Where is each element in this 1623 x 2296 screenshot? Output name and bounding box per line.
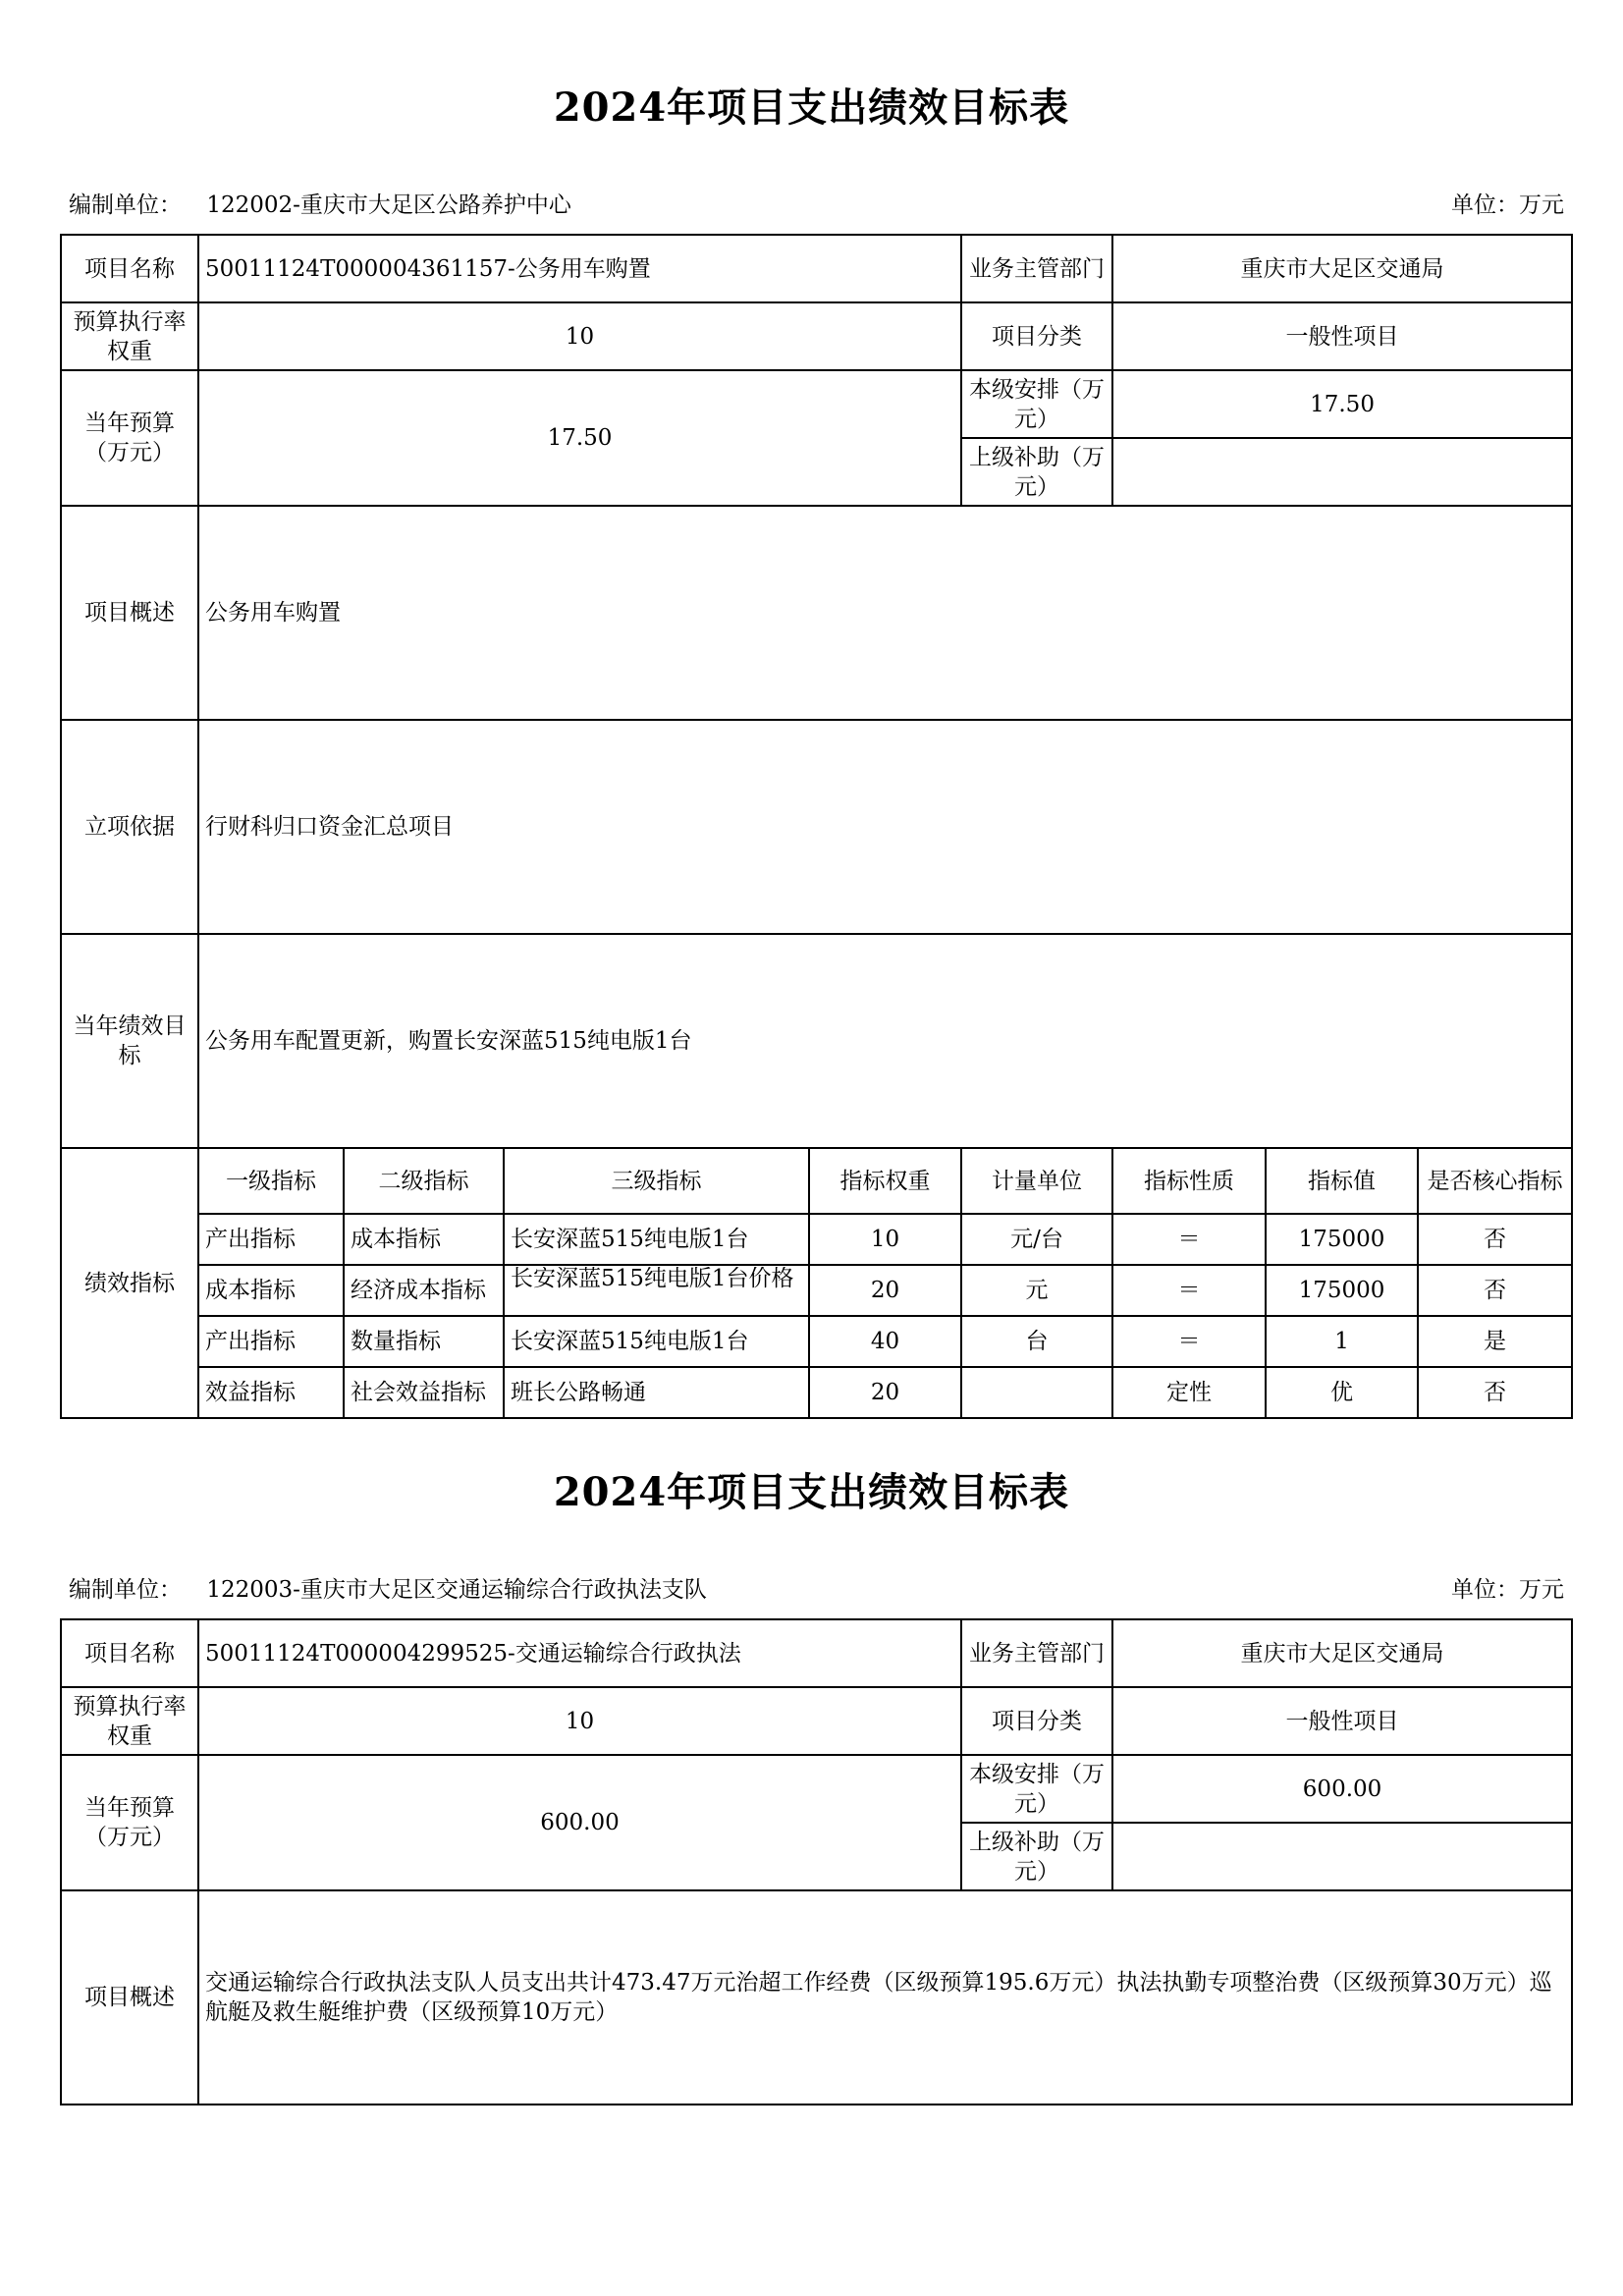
table-row bbox=[61, 1316, 1572, 1367]
category-value: 一般性项目 bbox=[1112, 302, 1572, 370]
dept-value: 重庆市大足区交通局 bbox=[1112, 235, 1572, 302]
unit-label: 编制单位： bbox=[69, 1577, 182, 1603]
cell: 优 bbox=[1266, 1367, 1418, 1418]
overview-value: 公务用车购置 bbox=[198, 506, 1572, 720]
cell: 否 bbox=[1418, 1214, 1572, 1265]
weight-value: 10 bbox=[198, 302, 961, 370]
upper-label: 上级补助（万元） bbox=[961, 1823, 1112, 1890]
cell: 175000 bbox=[1266, 1214, 1418, 1265]
budget-label: 当年预算（万元） bbox=[61, 1755, 198, 1890]
table-row bbox=[61, 1214, 1572, 1265]
cell: 社会效益指标 bbox=[344, 1367, 504, 1418]
table-row bbox=[61, 1265, 1572, 1316]
cell: 10 bbox=[809, 1214, 961, 1265]
form-1-currency: 单位：万元 bbox=[1451, 192, 1564, 218]
cell: 班长公路畅通 bbox=[504, 1367, 809, 1418]
cell: 数量指标 bbox=[344, 1316, 504, 1367]
weight-label: 预算执行率权重 bbox=[61, 1687, 198, 1755]
local-value: 17.50 bbox=[1112, 370, 1572, 438]
header-level2: 二级指标 bbox=[344, 1148, 504, 1214]
header-core: 是否核心指标 bbox=[1418, 1148, 1572, 1214]
cell: 1 bbox=[1266, 1316, 1418, 1367]
form-1-unit bbox=[69, 187, 571, 219]
form-1-table bbox=[60, 234, 1573, 1419]
cell-text: 长安深蓝515纯电版1台价格 bbox=[511, 1267, 794, 1291]
project-name-label: 项目名称 bbox=[61, 235, 198, 302]
cell: 175000 bbox=[1266, 1265, 1418, 1316]
overview-value: 交通运输综合行政执法支队人员支出共计473.47万元治超工作经费（区级预算195.6万元）执法执勤专项整治费（区级预算30万元）巡航艇及救生艇维护费（区级预算10万元） bbox=[198, 1890, 1572, 2105]
weight-label: 预算执行率权重 bbox=[61, 302, 198, 370]
local-label: 本级安排（万元） bbox=[961, 370, 1112, 438]
basis-label: 立项依据 bbox=[61, 720, 198, 934]
dept-label: 业务主管部门 bbox=[961, 1619, 1112, 1687]
cell: 定性 bbox=[1112, 1367, 1266, 1418]
upper-label: 上级补助（万元） bbox=[961, 438, 1112, 506]
goal-value: 公务用车配置更新，购置长安深蓝515纯电版1台 bbox=[198, 934, 1572, 1148]
goal-label: 当年绩效目标 bbox=[61, 934, 198, 1148]
header-unit: 计量单位 bbox=[961, 1148, 1112, 1214]
form-2-unit bbox=[69, 1571, 707, 1604]
cell: 是 bbox=[1418, 1316, 1572, 1367]
indicators-label: 绩效指标 bbox=[61, 1148, 198, 1418]
cell: 40 bbox=[809, 1316, 961, 1367]
project-name-label: 项目名称 bbox=[61, 1619, 198, 1687]
dept-label: 业务主管部门 bbox=[961, 235, 1112, 302]
upper-value bbox=[1112, 1823, 1572, 1890]
header-level3: 三级指标 bbox=[504, 1148, 809, 1214]
cell: ＝ bbox=[1112, 1316, 1266, 1367]
cell: 台 bbox=[961, 1316, 1112, 1367]
dept-value: 重庆市大足区交通局 bbox=[1112, 1619, 1572, 1687]
budget-value: 600.00 bbox=[198, 1755, 961, 1890]
cell: 否 bbox=[1418, 1265, 1572, 1316]
project-name-value: 50011124T000004361157-公务用车购置 bbox=[198, 235, 961, 302]
cell: 元 bbox=[961, 1265, 1112, 1316]
unit-label: 编制单位： bbox=[69, 192, 182, 218]
upper-value bbox=[1112, 438, 1572, 506]
cell bbox=[961, 1367, 1112, 1418]
cell: 20 bbox=[809, 1367, 961, 1418]
form-2-currency: 单位：万元 bbox=[1451, 1577, 1564, 1603]
project-name-value: 50011124T000004299525-交通运输综合行政执法 bbox=[198, 1619, 961, 1687]
header-nature: 指标性质 bbox=[1112, 1148, 1266, 1214]
budget-label: 当年预算（万元） bbox=[61, 370, 198, 506]
local-label: 本级安排（万元） bbox=[961, 1755, 1112, 1823]
budget-value: 17.50 bbox=[198, 370, 961, 506]
local-value: 600.00 bbox=[1112, 1755, 1572, 1823]
cell: 长安深蓝515纯电版1台 bbox=[504, 1316, 809, 1367]
form-1-title: 2024年项目支出绩效目标表 bbox=[553, 84, 1070, 131]
unit-value: 122003-重庆市大足区交通运输综合行政执法支队 bbox=[206, 1577, 707, 1603]
cell: 20 bbox=[809, 1265, 961, 1316]
cell bbox=[504, 1265, 809, 1316]
cell: 长安深蓝515纯电版1台 bbox=[504, 1214, 809, 1265]
form-2-title: 2024年项目支出绩效目标表 bbox=[553, 1469, 1070, 1515]
table-row bbox=[61, 1367, 1572, 1418]
cell: 效益指标 bbox=[198, 1367, 344, 1418]
category-label: 项目分类 bbox=[961, 1687, 1112, 1755]
overview-label: 项目概述 bbox=[61, 1890, 198, 2105]
weight-value: 10 bbox=[198, 1687, 961, 1755]
cell: 成本指标 bbox=[344, 1214, 504, 1265]
cell: ＝ bbox=[1112, 1214, 1266, 1265]
header-weight: 指标权重 bbox=[809, 1148, 961, 1214]
header-level1: 一级指标 bbox=[198, 1148, 344, 1214]
cell: 产出指标 bbox=[198, 1316, 344, 1367]
header-value: 指标值 bbox=[1266, 1148, 1418, 1214]
cell: 成本指标 bbox=[198, 1265, 344, 1316]
category-value: 一般性项目 bbox=[1112, 1687, 1572, 1755]
basis-value: 行财科归口资金汇总项目 bbox=[198, 720, 1572, 934]
cell: ＝ bbox=[1112, 1265, 1266, 1316]
cell: 元/台 bbox=[961, 1214, 1112, 1265]
cell: 经济成本指标 bbox=[344, 1265, 504, 1316]
cell: 产出指标 bbox=[198, 1214, 344, 1265]
unit-value: 122002-重庆市大足区公路养护中心 bbox=[206, 192, 571, 218]
overview-label: 项目概述 bbox=[61, 506, 198, 720]
form-2-table bbox=[60, 1618, 1573, 2105]
cell: 否 bbox=[1418, 1367, 1572, 1418]
category-label: 项目分类 bbox=[961, 302, 1112, 370]
